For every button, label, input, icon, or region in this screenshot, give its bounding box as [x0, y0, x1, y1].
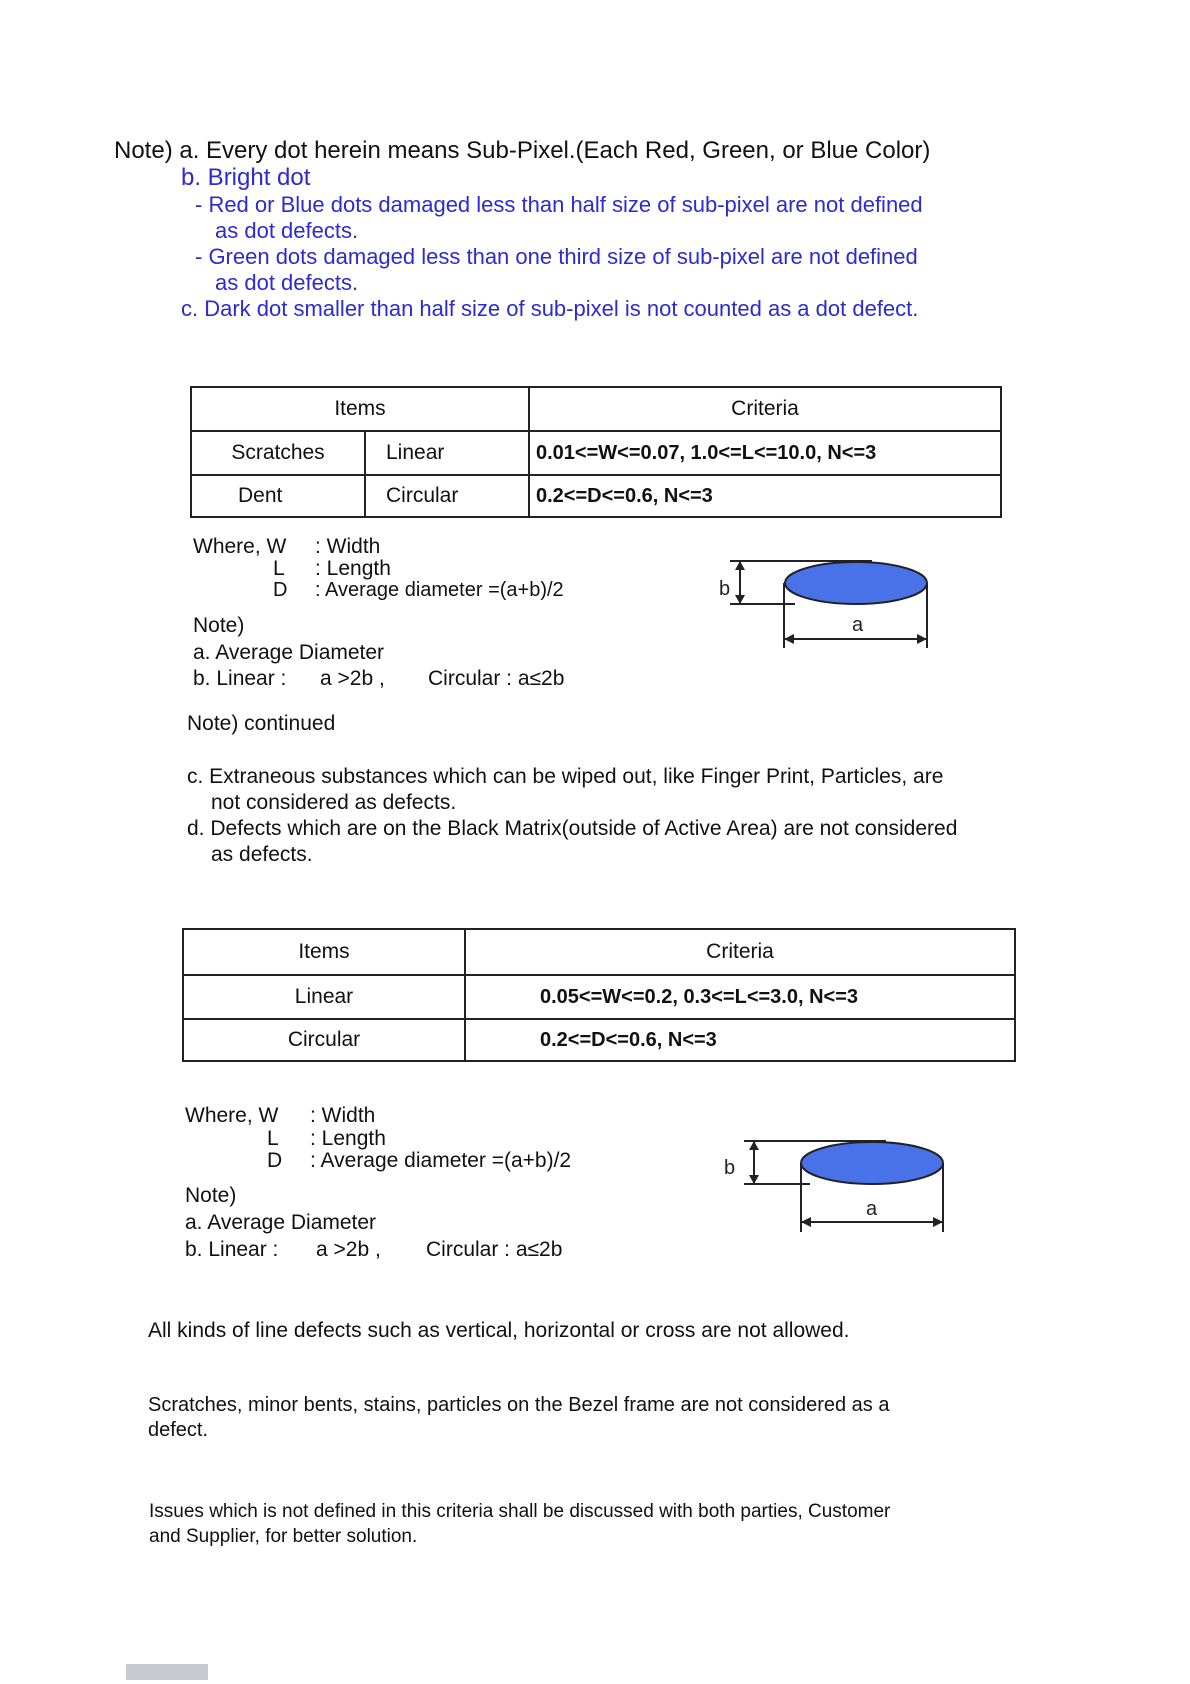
diagram1-a-label: a — [852, 614, 864, 636]
diagram2-b-label: b — [724, 1157, 736, 1179]
legend1-w-def: : Width — [315, 535, 381, 558]
note-b1-line1: - Red or Blue dots damaged less than half size of sub-pixel are not defined — [195, 192, 923, 217]
continued-title: Note) continued — [187, 712, 336, 735]
table-row — [191, 475, 1001, 517]
legend2-note-b-label: b. Linear : — [185, 1238, 279, 1261]
legend1-where: Where, W — [193, 535, 287, 558]
legend2-note-b-linear: a >2b , — [316, 1238, 381, 1261]
legend2-l-sym: L — [267, 1127, 279, 1150]
legend2-note: Note) — [185, 1184, 237, 1207]
ellipse-shape — [801, 1142, 943, 1184]
table1-row1-criteria: 0.01<=W<=0.07, 1.0<=L<=10.0, N<=3 — [529, 431, 1001, 475]
legend1-note-b-circular: Circular : a≤2b — [428, 667, 565, 690]
legend2-d-def: : Average diameter =(a+b)/2 — [310, 1149, 572, 1172]
table2-row2-criteria: 0.2<=D<=0.6, N<=3 — [465, 1019, 1015, 1061]
diagram2-a-label: a — [866, 1198, 878, 1220]
legend2-d-sym: D — [267, 1149, 283, 1172]
criteria-table-2 — [182, 928, 1016, 1062]
legend1-note-b-label: b. Linear : — [193, 667, 287, 690]
statement-bezel-line2: defect. — [148, 1419, 209, 1441]
note-c: c. Dark dot smaller than half size of sub-pixel is not counted as a dot defect. — [181, 296, 919, 321]
legend2-note-b-circular: Circular : a≤2b — [426, 1238, 563, 1261]
statement-issues-line1: Issues which is not defined in this criteria shall be discussed with both parties, Customer — [149, 1501, 891, 1522]
continued-c-line1: c. Extraneous substances which can be wiped out, like Finger Print, Particles, are — [187, 765, 944, 788]
table2-row2-type: Circular — [183, 1019, 465, 1061]
table1-row2-type: Circular — [365, 475, 529, 517]
legend1-note-a: a. Average Diameter — [193, 641, 385, 664]
table1-row1-type: Linear — [365, 431, 529, 475]
table-row — [183, 1019, 1015, 1061]
diagram1-b-label: b — [719, 578, 731, 600]
table2-header-criteria: Criteria — [465, 929, 1015, 975]
table1-header-items: Items — [191, 387, 529, 431]
table-row — [191, 431, 1001, 475]
legend1-d-sym: D — [273, 579, 288, 601]
table-row — [183, 975, 1015, 1019]
legend1-d-def: : Average diameter =(a+b)/2 — [315, 579, 564, 601]
note-b-title: b. Bright dot — [181, 164, 311, 191]
ellipse-diagram-1 — [715, 556, 935, 652]
criteria-table-1 — [190, 386, 1002, 518]
footer-shade-block — [126, 1664, 208, 1680]
statement-issues-line2: and Supplier, for better solution. — [149, 1526, 418, 1547]
legend2-where: Where, W — [185, 1104, 279, 1127]
table1-row1-group: Scratches — [191, 431, 365, 475]
continued-d-line2: as defects. — [211, 843, 313, 866]
ellipse-shape — [785, 562, 927, 604]
ellipse-diagram-2 — [718, 1136, 948, 1236]
note-b2-line2: as dot defects. — [215, 270, 359, 295]
continued-d-line1: d. Defects which are on the Black Matrix(outside of Active Area) are not considered — [187, 817, 958, 840]
note-a: Note) a. Every dot herein means Sub-Pixel.(Each Red, Green, or Blue Color) — [114, 137, 931, 164]
table2-row1-type: Linear — [183, 975, 465, 1019]
table1-row2-criteria: 0.2<=D<=0.6, N<=3 — [529, 475, 1001, 517]
legend1-l-sym: L — [273, 557, 285, 580]
note-b2-line1: - Green dots damaged less than one third size of sub-pixel are not defined — [195, 244, 918, 269]
statement-line-defects: All kinds of line defects such as vertical, horizontal or cross are not allowed. — [148, 1319, 850, 1342]
table1-header-criteria: Criteria — [529, 387, 1001, 431]
legend2-note-a: a. Average Diameter — [185, 1211, 377, 1234]
legend1-l-def: : Length — [315, 557, 391, 580]
table2-header-items: Items — [183, 929, 465, 975]
statement-bezel-line1: Scratches, minor bents, stains, particles on the Bezel frame are not considered as a — [148, 1394, 890, 1416]
table2-row1-criteria: 0.05<=W<=0.2, 0.3<=L<=3.0, N<=3 — [465, 975, 1015, 1019]
legend1-note: Note) — [193, 614, 245, 637]
legend1-note-b-linear: a >2b , — [320, 667, 385, 690]
table1-row2-group: Dent — [191, 475, 365, 517]
legend2-l-def: : Length — [310, 1127, 386, 1150]
continued-c-line2: not considered as defects. — [211, 791, 457, 814]
legend2-w-def: : Width — [310, 1104, 376, 1127]
note-b1-line2: as dot defects. — [215, 218, 359, 243]
